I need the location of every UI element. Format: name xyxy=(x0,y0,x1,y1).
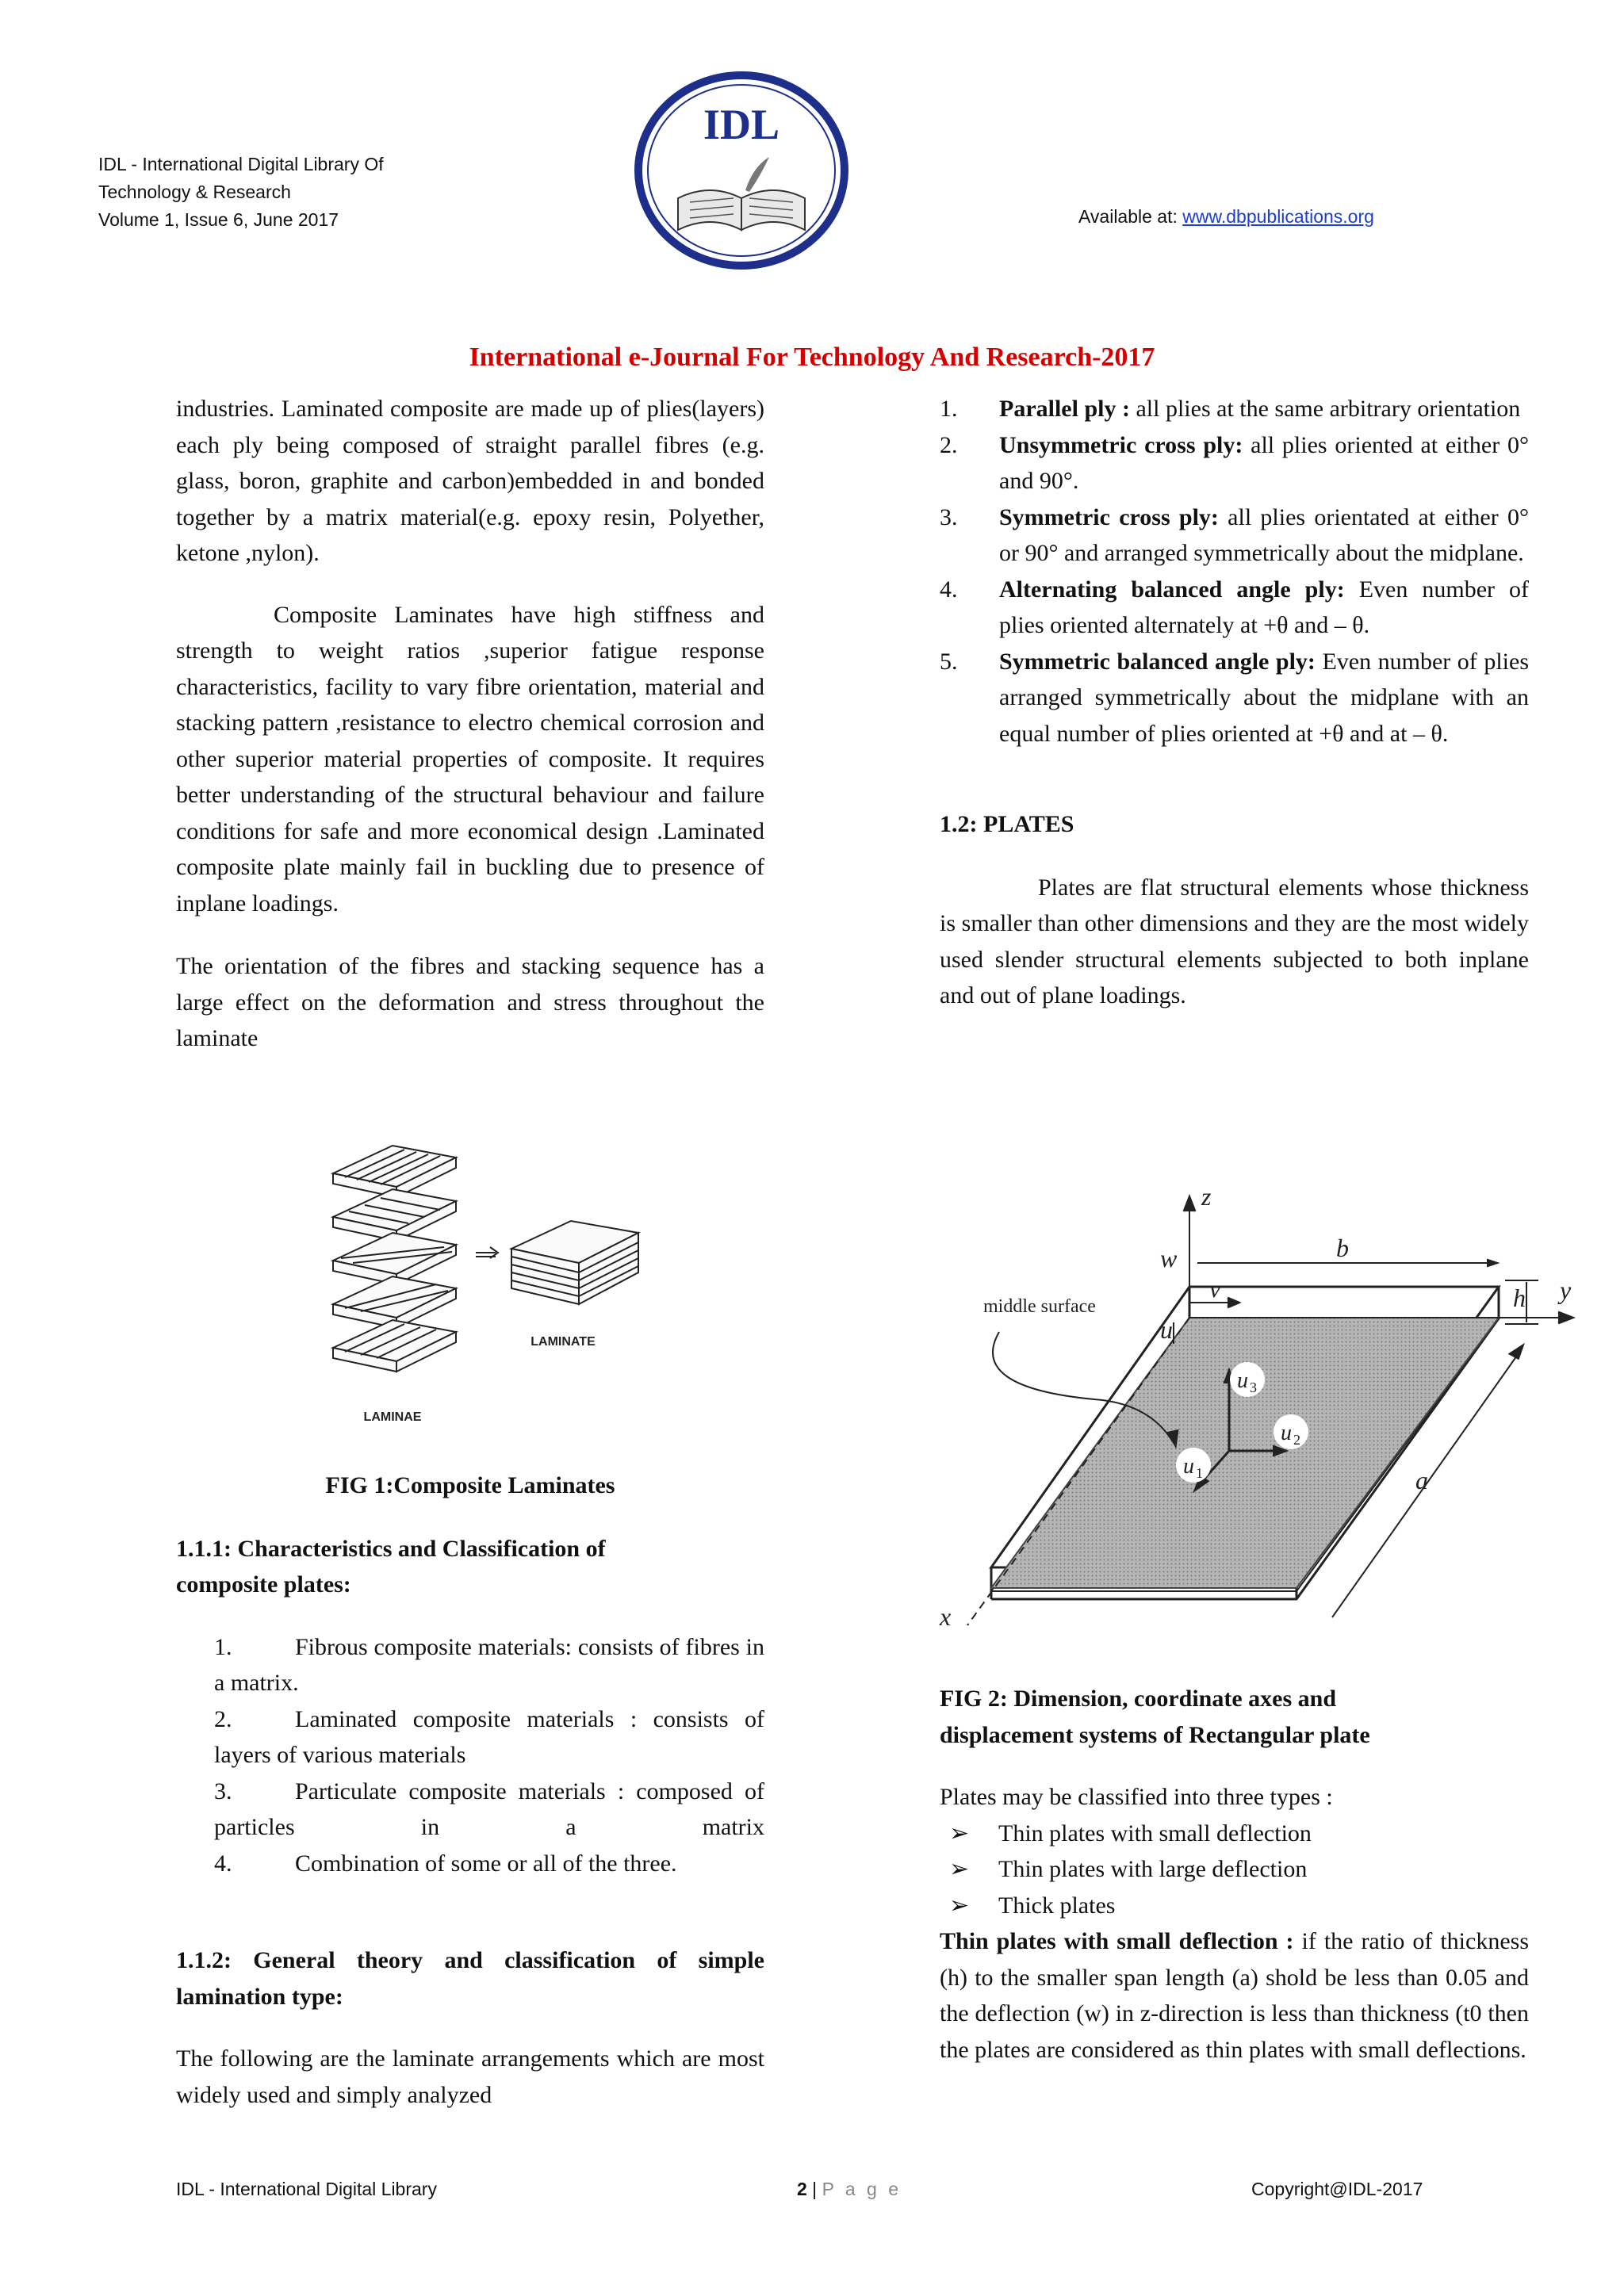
heading-1-2-plates: 1.2: PLATES xyxy=(940,811,1074,837)
heading-1-1-1-line1: 1.1.1: Characteristics and Classification of xyxy=(176,1535,606,1562)
right-column-lower xyxy=(940,1681,1529,2068)
label-u2: u xyxy=(1281,1421,1292,1445)
left-column xyxy=(176,391,764,1057)
paragraph-composite-laminates: Composite Laminates have high stiffness and strength to weight ratios ,superior fatigue response characteristics, facility to vary fibre orientation, material and stacking pattern ,resistance to electro chemical corrosion and other superior material properties of composite. It requires better understanding of the structural behaviour and failure conditions for safe and more economical design .Laminated composite plate mainly fail in buckling due to presence of inplane loadings. xyxy=(176,601,764,916)
composite-types-list xyxy=(176,1629,764,1882)
figure-composite-laminates xyxy=(317,1130,650,1431)
list-item: ➢ Thick plates xyxy=(940,1888,1529,1924)
available-at xyxy=(1078,206,1374,228)
footer-copyright: Copyright@IDL-2017 xyxy=(1251,2179,1423,2199)
ply-types-list xyxy=(940,391,1529,752)
arrow-bullet-icon: ➢ xyxy=(949,1856,970,1882)
figure-2-caption-line2: displacement systems of Rectangular plate xyxy=(940,1721,1370,1748)
label-u: u xyxy=(1160,1315,1173,1344)
list-item: 2. Laminated composite materials : consists of layers of various materials xyxy=(214,1705,764,1768)
journal-title: International e-Journal For Technology And Research-2017 xyxy=(469,342,1155,372)
heading-1-1-1 xyxy=(176,1531,764,1603)
label-u1: u xyxy=(1183,1454,1194,1479)
paragraph-intro: industries. Laminated composite are made up of plies(layers) each ply being composed of straight parallel fibres (e.g. glass, boron, graphite and carbon)embedded in and bonded together by a matrix material(e.g. epoxy resin, Polyether, ketone ,nylon). xyxy=(176,396,764,566)
laminate-block xyxy=(511,1221,638,1304)
heading-1-1-2: 1.1.2: General theory and classification of simple lamination type: xyxy=(176,1947,764,2010)
list-item: 1. Fibrous composite materials: consists of fibres in a matrix. xyxy=(214,1633,764,1696)
idl-logo xyxy=(634,71,848,270)
left-column-lower xyxy=(176,1468,764,2113)
label-u2-sub: 2 xyxy=(1293,1432,1300,1448)
label-w: w xyxy=(1160,1244,1178,1272)
lamina-layer xyxy=(333,1320,456,1372)
figure-2-caption xyxy=(940,1681,1529,1753)
figure-2-caption-line1: FIG 2: Dimension, coordinate axes and xyxy=(940,1686,1337,1712)
footer-left: IDL - International Digital Library xyxy=(176,2179,437,2199)
axis-label-z: z xyxy=(1201,1182,1212,1211)
label-u3-sub: 3 xyxy=(1250,1380,1257,1395)
right-column xyxy=(940,391,1529,1014)
label-a: a xyxy=(1415,1466,1428,1494)
header-line-2: Technology & Research xyxy=(98,182,291,202)
logo-text: IDL xyxy=(703,101,780,148)
middle-surface xyxy=(991,1318,1499,1588)
header-line-1: IDL - International Digital Library Of xyxy=(98,154,384,174)
list-item: 5. Symmetric balanced angle ply: Even number of plies arranged symmetrically about the midplane with an equal number of plies oriented at +θ and at – θ. xyxy=(940,648,1529,747)
arrow-bullet-icon: ➢ xyxy=(949,1820,970,1846)
header-publisher-block xyxy=(98,151,384,234)
list-item: 2. Unsymmetric cross ply: all plies oriented at either 0° and 90°. xyxy=(940,431,1529,494)
list-item: 3. Symmetric cross ply: all plies orientated at either 0° or 90° and arranged symmetrically about the midplane. xyxy=(940,503,1529,566)
classify-intro: Plates may be classified into three types : xyxy=(940,1784,1333,1810)
label-u1-sub: 1 xyxy=(1196,1465,1203,1481)
available-label: Available at: xyxy=(1078,206,1183,227)
list-item: ➢ Thin plates with small deflection xyxy=(940,1816,1529,1852)
paragraph-plates: Plates are flat structural elements whose thickness is smaller than other dimensions and they are the most widely used slender structural elements subjected to both inplane and out of plane loadings. xyxy=(940,874,1529,1008)
paragraph-orientation: The orientation of the fibres and stacking sequence has a large effect on the deformation and stress throughout the laminate xyxy=(176,953,764,1051)
list-item: ➢ Thin plates with large deflection xyxy=(940,1851,1529,1888)
page-number: 2 | P a g e xyxy=(797,2179,902,2199)
label-v: v xyxy=(1209,1274,1221,1303)
list-item: 1. Parallel ply : all plies at the same arbitrary orientation xyxy=(940,396,1521,422)
plate-types-list xyxy=(940,1816,1529,1924)
list-item: 3. Particulate composite materials : composed of particles in a matrix xyxy=(214,1777,764,1840)
list-item: 4. Combination of some or all of the three. xyxy=(214,1850,677,1877)
axis-label-x: x xyxy=(940,1602,952,1631)
arrow-bullet-icon: ➢ xyxy=(949,1892,970,1919)
laminae-label: LAMINAE xyxy=(363,1410,422,1424)
paragraph-laminate-arrangements: The following are the laminate arrangements which are most widely used and simply analyzed xyxy=(176,2045,764,2108)
label-u3: u xyxy=(1237,1368,1248,1393)
header-line-3: Volume 1, Issue 6, June 2017 xyxy=(98,209,339,230)
paragraph-thin-plates: Thin plates with small deflection : if the ratio of thickness (h) to the smaller span length (a) shold be less than 0.05 and the deflection (w) in z-direction is less than thickness (t0 then the plates are considered as thin plates with small deflections. xyxy=(940,1928,1529,2063)
heading-1-1-1-line2: composite plates: xyxy=(176,1571,351,1598)
label-h: h xyxy=(1513,1284,1526,1312)
figure-1-caption: FIG 1:Composite Laminates xyxy=(325,1472,615,1498)
laminate-label: LAMINATE xyxy=(530,1335,596,1349)
label-middle-surface: middle surface xyxy=(983,1296,1096,1317)
figure-rectangular-plate xyxy=(936,1181,1586,1633)
label-b: b xyxy=(1336,1234,1349,1262)
list-item: 4. Alternating balanced angle ply: Even number of plies oriented alternately at +θ and – θ. xyxy=(940,576,1529,638)
website-link[interactable]: www.dbpublications.org xyxy=(1182,206,1374,227)
axis-label-y: y xyxy=(1560,1276,1572,1304)
